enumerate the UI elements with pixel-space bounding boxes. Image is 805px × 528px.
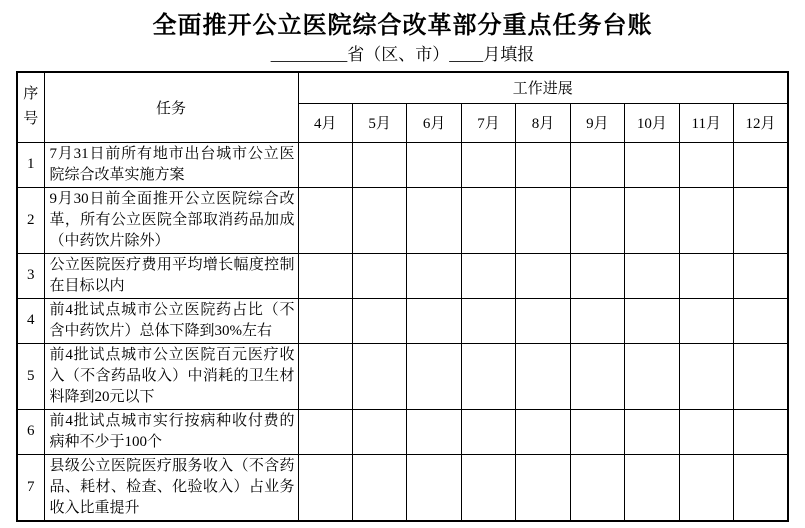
page-title: 全面推开公立医院综合改革部分重点任务台账 xyxy=(152,13,653,39)
progress-cell xyxy=(734,343,789,409)
table-row xyxy=(17,253,788,298)
serial-cell: 7 xyxy=(17,454,44,521)
progress-cell xyxy=(352,298,406,343)
progress-cell xyxy=(352,187,406,253)
progress-cell xyxy=(734,253,789,298)
progress-cell xyxy=(516,343,570,409)
progress-cell xyxy=(298,142,352,187)
progress-cell xyxy=(461,253,515,298)
progress-cell xyxy=(407,187,461,253)
table-row xyxy=(17,187,788,253)
progress-cell xyxy=(734,142,789,187)
progress-cell xyxy=(570,298,624,343)
progress-cell xyxy=(570,409,624,454)
task-cell: 前4批试点城市公立医院百元医疗收入（不含药品收入）中消耗的卫生材料降到20元以下 xyxy=(44,343,298,409)
progress-cell xyxy=(407,142,461,187)
progress-cell xyxy=(679,253,733,298)
progress-cell xyxy=(461,298,515,343)
table-row xyxy=(17,409,788,454)
progress-cell xyxy=(516,187,570,253)
progress-cell xyxy=(734,409,789,454)
progress-cell xyxy=(516,298,570,343)
table-row xyxy=(17,298,788,343)
table-row xyxy=(17,343,788,409)
progress-cell xyxy=(352,454,406,521)
progress-cell xyxy=(570,454,624,521)
progress-cell xyxy=(352,253,406,298)
progress-cell xyxy=(516,454,570,521)
serial-header: 序号 xyxy=(17,72,44,142)
month-header-sep: 9月 xyxy=(570,103,624,142)
task-cell: 前4批试点城市公立医院药占比（不含中药饮片）总体下降到30%左右 xyxy=(44,298,298,343)
progress-cell xyxy=(461,142,515,187)
progress-cell xyxy=(298,298,352,343)
month-header-may: 5月 xyxy=(352,103,406,142)
progress-cell xyxy=(407,253,461,298)
progress-group-header: 工作进展 xyxy=(298,72,788,103)
progress-cell xyxy=(625,409,679,454)
progress-cell xyxy=(298,343,352,409)
report-subtitle: _________省（区、市）____月填报 xyxy=(270,45,535,64)
task-header: 任务 xyxy=(44,72,298,142)
task-cell: 前4批试点城市实行按病种收付费的病种不少于100个 xyxy=(44,409,298,454)
month-header-jun: 6月 xyxy=(407,103,461,142)
progress-cell xyxy=(352,409,406,454)
progress-cell xyxy=(461,187,515,253)
progress-cell xyxy=(407,454,461,521)
progress-cell xyxy=(734,454,789,521)
progress-cell xyxy=(679,343,733,409)
progress-cell xyxy=(625,298,679,343)
month-header-apr: 4月 xyxy=(298,103,352,142)
progress-cell xyxy=(407,298,461,343)
serial-cell: 2 xyxy=(17,187,44,253)
progress-cell xyxy=(679,142,733,187)
progress-cell xyxy=(516,409,570,454)
serial-cell: 1 xyxy=(17,142,44,187)
progress-cell xyxy=(570,343,624,409)
month-header-nov: 11月 xyxy=(679,103,733,142)
progress-cell xyxy=(461,409,515,454)
progress-cell xyxy=(516,253,570,298)
progress-cell xyxy=(461,454,515,521)
progress-cell xyxy=(679,454,733,521)
month-header-oct: 10月 xyxy=(625,103,679,142)
serial-cell: 3 xyxy=(17,253,44,298)
progress-cell xyxy=(570,253,624,298)
serial-cell: 5 xyxy=(17,343,44,409)
progress-cell xyxy=(352,142,406,187)
progress-cell xyxy=(625,343,679,409)
progress-cell xyxy=(734,187,789,253)
progress-cell xyxy=(625,187,679,253)
month-header-jul: 7月 xyxy=(461,103,515,142)
progress-cell xyxy=(570,187,624,253)
progress-cell xyxy=(298,454,352,521)
progress-cell xyxy=(625,253,679,298)
progress-cell xyxy=(516,142,570,187)
tasks-table xyxy=(16,71,789,522)
progress-cell xyxy=(625,142,679,187)
progress-cell xyxy=(625,454,679,521)
table-header-row-top xyxy=(17,72,788,103)
month-header-aug: 8月 xyxy=(516,103,570,142)
progress-cell xyxy=(407,409,461,454)
progress-cell xyxy=(734,298,789,343)
progress-cell xyxy=(461,343,515,409)
task-cell: 县级公立医院医疗服务收入（不含药品、耗材、检查、化验收入）占业务收入比重提升 xyxy=(44,454,298,521)
progress-cell xyxy=(679,187,733,253)
progress-cell xyxy=(679,298,733,343)
month-header-dec: 12月 xyxy=(734,103,789,142)
task-cell: 7月31日前所有地市出台城市公立医院综合改革实施方案 xyxy=(44,142,298,187)
progress-cell xyxy=(407,343,461,409)
table-row xyxy=(17,142,788,187)
serial-cell: 4 xyxy=(17,298,44,343)
table-row xyxy=(17,454,788,521)
progress-cell xyxy=(570,142,624,187)
task-cell: 9月30日前全面推开公立医院综合改革，所有公立医院全部取消药品加成（中药饮片除外） xyxy=(44,187,298,253)
progress-cell xyxy=(298,409,352,454)
progress-cell xyxy=(298,253,352,298)
progress-cell xyxy=(679,409,733,454)
progress-cell xyxy=(298,187,352,253)
serial-cell: 6 xyxy=(17,409,44,454)
progress-cell xyxy=(352,343,406,409)
task-cell: 公立医院医疗费用平均增长幅度控制在目标以内 xyxy=(44,253,298,298)
